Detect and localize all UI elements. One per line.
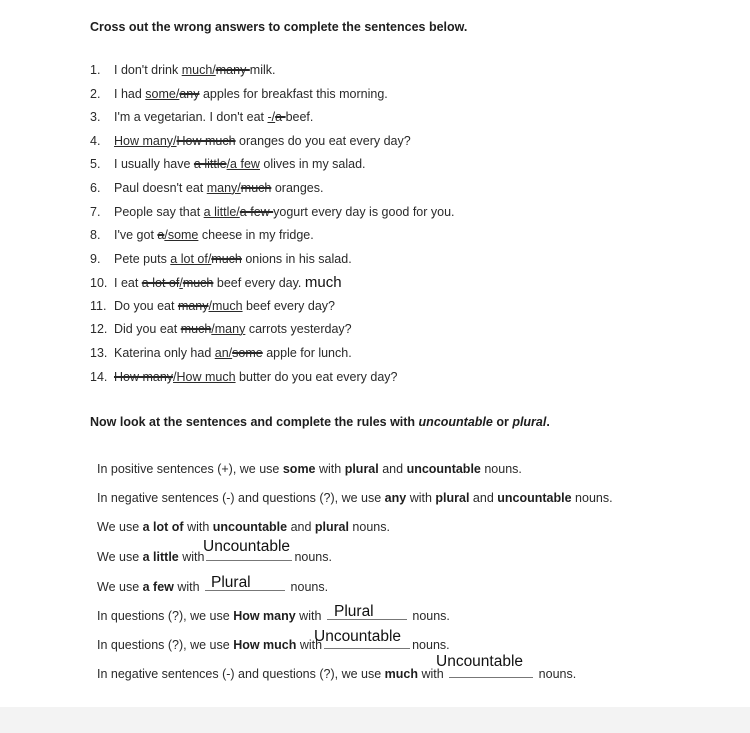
text: We use xyxy=(97,550,143,564)
text: I had xyxy=(114,87,146,101)
text: with xyxy=(178,550,205,564)
item-number: 3. xyxy=(90,110,101,124)
chosen-answer: an/ xyxy=(214,346,233,360)
text: How many xyxy=(233,609,296,623)
text: nouns. xyxy=(348,520,390,534)
chosen-answer: /some xyxy=(164,228,199,242)
text: with xyxy=(183,520,213,534)
text: I don't drink xyxy=(114,63,182,77)
text: plural xyxy=(344,462,379,476)
chosen-answer: a lot of/ xyxy=(170,252,212,266)
text: Do you eat xyxy=(114,299,178,313)
text: . xyxy=(546,415,550,429)
chosen-answer: many/ xyxy=(206,181,241,195)
text: I'm a vegetarian. I don't eat xyxy=(114,110,268,124)
chosen-answer: /a few xyxy=(226,157,260,171)
chosen-answer: a little/ xyxy=(203,205,240,219)
text: a little xyxy=(142,550,179,564)
sentence-5 xyxy=(90,157,366,171)
text: apple for lunch. xyxy=(262,346,352,360)
sentence-14 xyxy=(90,370,398,384)
handwritten-answer: Plural xyxy=(211,574,251,591)
sentence-13 xyxy=(90,346,352,360)
sentence-10 xyxy=(90,274,342,291)
text: I eat xyxy=(114,276,142,290)
text: In questions (?), we use xyxy=(97,609,234,623)
text: with xyxy=(406,491,436,505)
text: and xyxy=(378,462,407,476)
text: much xyxy=(384,667,419,681)
text: onions in his salad. xyxy=(241,252,352,266)
text: Did you eat xyxy=(114,322,181,336)
text: oranges. xyxy=(271,181,324,195)
text: some xyxy=(282,462,316,476)
rule-1 xyxy=(97,462,522,476)
rule-3 xyxy=(97,520,390,534)
crossed-out-answer: a xyxy=(275,110,286,124)
crossed-out-answer: How many xyxy=(114,370,174,384)
text: a lot of xyxy=(142,520,184,534)
text: with xyxy=(295,609,325,623)
text: plural xyxy=(512,415,547,429)
sentence-11 xyxy=(90,299,335,313)
text: In negative sentences (-) and questions (?), we use xyxy=(97,491,385,505)
text: nouns. xyxy=(571,491,613,505)
text: uncountable xyxy=(406,462,481,476)
text: Pete puts xyxy=(114,252,171,266)
item-number: 9. xyxy=(90,252,101,266)
text: nouns. xyxy=(287,580,329,594)
crossed-out-answer: much xyxy=(211,252,242,266)
text: nouns. xyxy=(480,462,522,476)
text: How much xyxy=(233,638,297,652)
crossed-out-answer: How much xyxy=(176,134,236,148)
text: We use xyxy=(97,580,143,594)
text: People say that xyxy=(114,205,204,219)
item-number: 10. xyxy=(90,276,108,290)
sentence-2 xyxy=(90,87,388,101)
crossed-out-answer: much xyxy=(240,181,272,195)
crossed-out-answer: any xyxy=(179,87,200,101)
sentence-4 xyxy=(90,134,411,148)
item-number: 7. xyxy=(90,205,101,219)
handwritten-answer: Uncountable xyxy=(436,653,524,670)
text: I usually have xyxy=(114,157,194,171)
text: any xyxy=(384,491,407,505)
text: with xyxy=(418,667,448,681)
text: carrots yesterday? xyxy=(245,322,352,336)
text: plural xyxy=(314,520,349,534)
separator: / xyxy=(179,276,183,290)
chosen-answer: /How much xyxy=(173,370,236,384)
text: nouns. xyxy=(535,667,577,681)
text: nouns. xyxy=(408,609,450,623)
item-number: 14. xyxy=(90,370,108,384)
text: Paul doesn't eat xyxy=(114,181,207,195)
sentence-1 xyxy=(90,63,276,77)
chosen-answer: -/ xyxy=(267,110,276,124)
text: Now look at the sentences and complete the rules with xyxy=(90,415,419,429)
handwritten-answer: Plural xyxy=(334,603,374,620)
sentence-12 xyxy=(90,322,352,336)
text: with xyxy=(173,580,204,594)
item-number: 5. xyxy=(90,157,101,171)
sentence-9 xyxy=(90,252,352,266)
text: uncountable xyxy=(497,491,572,505)
text: and xyxy=(469,491,498,505)
sentence-6 xyxy=(90,181,323,195)
text: olives in my salad. xyxy=(259,157,366,171)
text: cheese in my fridge. xyxy=(198,228,314,242)
crossed-out-answer: a lot of xyxy=(141,276,180,290)
text: beef. xyxy=(285,110,314,124)
handwritten-answer: Uncountable xyxy=(203,538,291,555)
text: and xyxy=(287,520,315,534)
chosen-answer: /many xyxy=(211,322,246,336)
text: I've got xyxy=(114,228,158,242)
item-number: 2. xyxy=(90,87,101,101)
text: beef every day. xyxy=(213,276,305,290)
crossed-out-answer: much xyxy=(182,276,214,290)
item-number: 11. xyxy=(90,299,107,313)
item-number: 6. xyxy=(90,181,101,195)
item-number: 12. xyxy=(90,322,108,336)
sentence-7 xyxy=(90,205,455,219)
crossed-out-answer: many xyxy=(215,63,250,77)
handwritten-answer: much xyxy=(304,274,342,291)
text: plural xyxy=(435,491,470,505)
exercise-heading: Cross out the wrong answers to complete the sentences below. xyxy=(90,20,468,34)
rules-heading xyxy=(90,415,550,429)
text: In questions (?), we use xyxy=(97,638,234,652)
text: apples for breakfast this morning. xyxy=(199,87,388,101)
text: with xyxy=(315,462,345,476)
text: yogurt every day is good for you. xyxy=(273,205,455,219)
text: In positive sentences (+), we use xyxy=(97,462,283,476)
text: In negative sentences (-) and questions (?), we use xyxy=(97,667,385,681)
crossed-out-answer: some xyxy=(232,346,263,360)
text: uncountable xyxy=(212,520,288,534)
text: or xyxy=(492,415,513,429)
text: Katerina only had xyxy=(114,346,215,360)
text: oranges do you eat every day? xyxy=(235,134,411,148)
rule-2 xyxy=(97,491,613,505)
rule-6 xyxy=(97,608,450,623)
sentence-3 xyxy=(90,110,313,124)
item-number: 4. xyxy=(90,134,101,148)
crossed-out-answer: much xyxy=(180,322,212,336)
text: nouns. xyxy=(412,638,450,652)
item-number: 13. xyxy=(90,346,108,360)
crossed-out-answer: a little xyxy=(193,157,227,171)
sentence-8 xyxy=(90,228,314,242)
chosen-answer: /much xyxy=(208,299,243,313)
chosen-answer: How many/ xyxy=(114,134,177,148)
text: beef every day? xyxy=(242,299,335,313)
text: We use xyxy=(97,520,143,534)
text: with xyxy=(296,638,323,652)
chosen-answer: some/ xyxy=(145,87,180,101)
text: nouns. xyxy=(294,550,332,564)
crossed-out-answer: a few xyxy=(239,205,274,219)
text: butter do you eat every day? xyxy=(235,370,398,384)
text: a few xyxy=(142,580,174,594)
crossed-out-answer: many xyxy=(177,299,209,313)
text: uncountable xyxy=(418,415,493,429)
chosen-answer: much/ xyxy=(181,63,216,77)
handwritten-answer: Uncountable xyxy=(314,628,402,645)
text: milk. xyxy=(249,63,276,77)
item-number: 8. xyxy=(90,228,101,242)
crossed-out-answer: a xyxy=(157,228,165,242)
item-number: 1. xyxy=(90,63,101,77)
bottom-band xyxy=(0,707,750,733)
